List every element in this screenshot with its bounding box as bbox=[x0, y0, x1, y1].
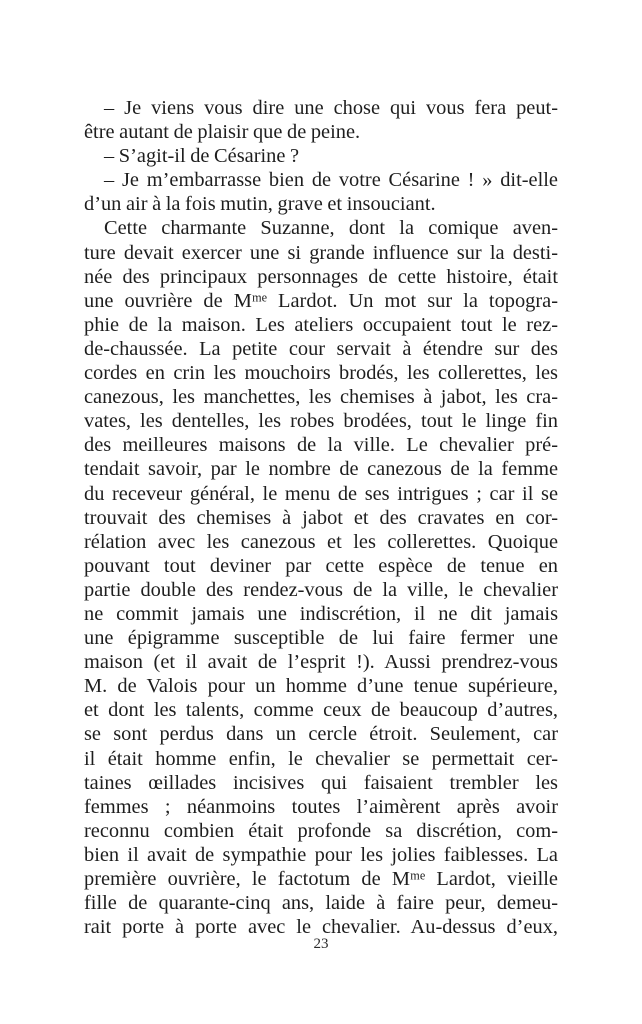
text-line: – S’agit-il de Césarine ? bbox=[104, 145, 300, 168]
page-number: 23 bbox=[313, 936, 329, 952]
text-line: née des principaux personnages de cette histoire, était bbox=[84, 265, 558, 288]
text-line: des meilleures maisons de la ville. Le chevalier pré- bbox=[84, 434, 558, 457]
text-line: maison (et il avait de l’esprit !). Aussi prendrez-vous bbox=[84, 651, 558, 674]
text-line: ne commit jamais une indiscrétion, il ne dit jamais bbox=[84, 602, 558, 625]
text-line: rélation avec les canezous et les collerettes. Quoique bbox=[84, 530, 558, 553]
book-page-text bbox=[84, 96, 558, 939]
text-line: d’un air à la fois mutin, grave et insouciant. bbox=[84, 193, 436, 216]
text-line: femmes ; néanmoins toutes l’aimèrent après avoir bbox=[84, 795, 558, 818]
text-line: et dont les talents, comme ceux de beaucoup d’autres, bbox=[84, 699, 558, 722]
text-line: M. de Valois pour un homme d’une tenue supérieure, bbox=[84, 675, 558, 698]
text-line: se sont perdus dans un cercle étroit. Seulement, car bbox=[84, 723, 558, 746]
text-line: fille de quarante-cinq ans, laide à faire peur, demeu- bbox=[84, 892, 558, 915]
text-line: du receveur général, le menu de ses intrigues ; car il se bbox=[84, 482, 558, 505]
text-line: une épigramme susceptible de lui faire fermer une bbox=[84, 627, 558, 650]
text-line: première ouvrière, le factotum de Mᵐᵉ Lardot, vieille bbox=[84, 868, 558, 890]
text-line: vates, les dentelles, les robes brodées, tout le linge fin bbox=[84, 410, 558, 433]
text-line: taines œillades incisives qui faisaient trembler les bbox=[84, 771, 558, 794]
text-line: pouvant tout deviner par cette espèce de tenue en bbox=[84, 554, 558, 577]
text-line: – Je m’embarrasse bien de votre Césarine ! » dit-elle bbox=[104, 169, 558, 192]
text-line: tendait savoir, par le nombre de canezous de la femme bbox=[84, 458, 558, 481]
text-line: canezous, les manchettes, les chemises à jabot, les cra- bbox=[84, 386, 558, 409]
text-line: partie double des rendez-vous de la ville, le chevalier bbox=[84, 578, 558, 601]
text-line: il était homme enfin, le chevalier se permettait cer- bbox=[84, 747, 558, 770]
text-line: bien il avait de sympathie pour les jolies faiblesses. La bbox=[84, 843, 558, 866]
text-line: cordes en crin les mouchoirs brodés, les collerettes, les bbox=[84, 362, 558, 385]
text-line: phie de la maison. Les ateliers occupaient tout le rez- bbox=[84, 313, 558, 336]
text-line: rait porte à porte avec le chevalier. Au-dessus d’eux, bbox=[84, 916, 558, 939]
text-line: Cette charmante Suzanne, dont la comique aven- bbox=[104, 217, 558, 240]
text-line: de-chaussée. La petite cour servait à étendre sur des bbox=[84, 337, 558, 360]
text-line: – Je viens vous dire une chose qui vous fera peut- bbox=[104, 97, 558, 119]
text-line: être autant de plaisir que de peine. bbox=[84, 121, 361, 144]
text-line: trouvait des chemises à jabot et des cravates en cor- bbox=[84, 506, 558, 529]
text-line: ture devait exercer une si grande influence sur la desti- bbox=[84, 241, 558, 264]
text-line: reconnu combien était profonde sa discrétion, com- bbox=[84, 819, 558, 842]
text-line: une ouvrière de Mᵐᵉ Lardot. Un mot sur la topogra- bbox=[84, 289, 558, 312]
